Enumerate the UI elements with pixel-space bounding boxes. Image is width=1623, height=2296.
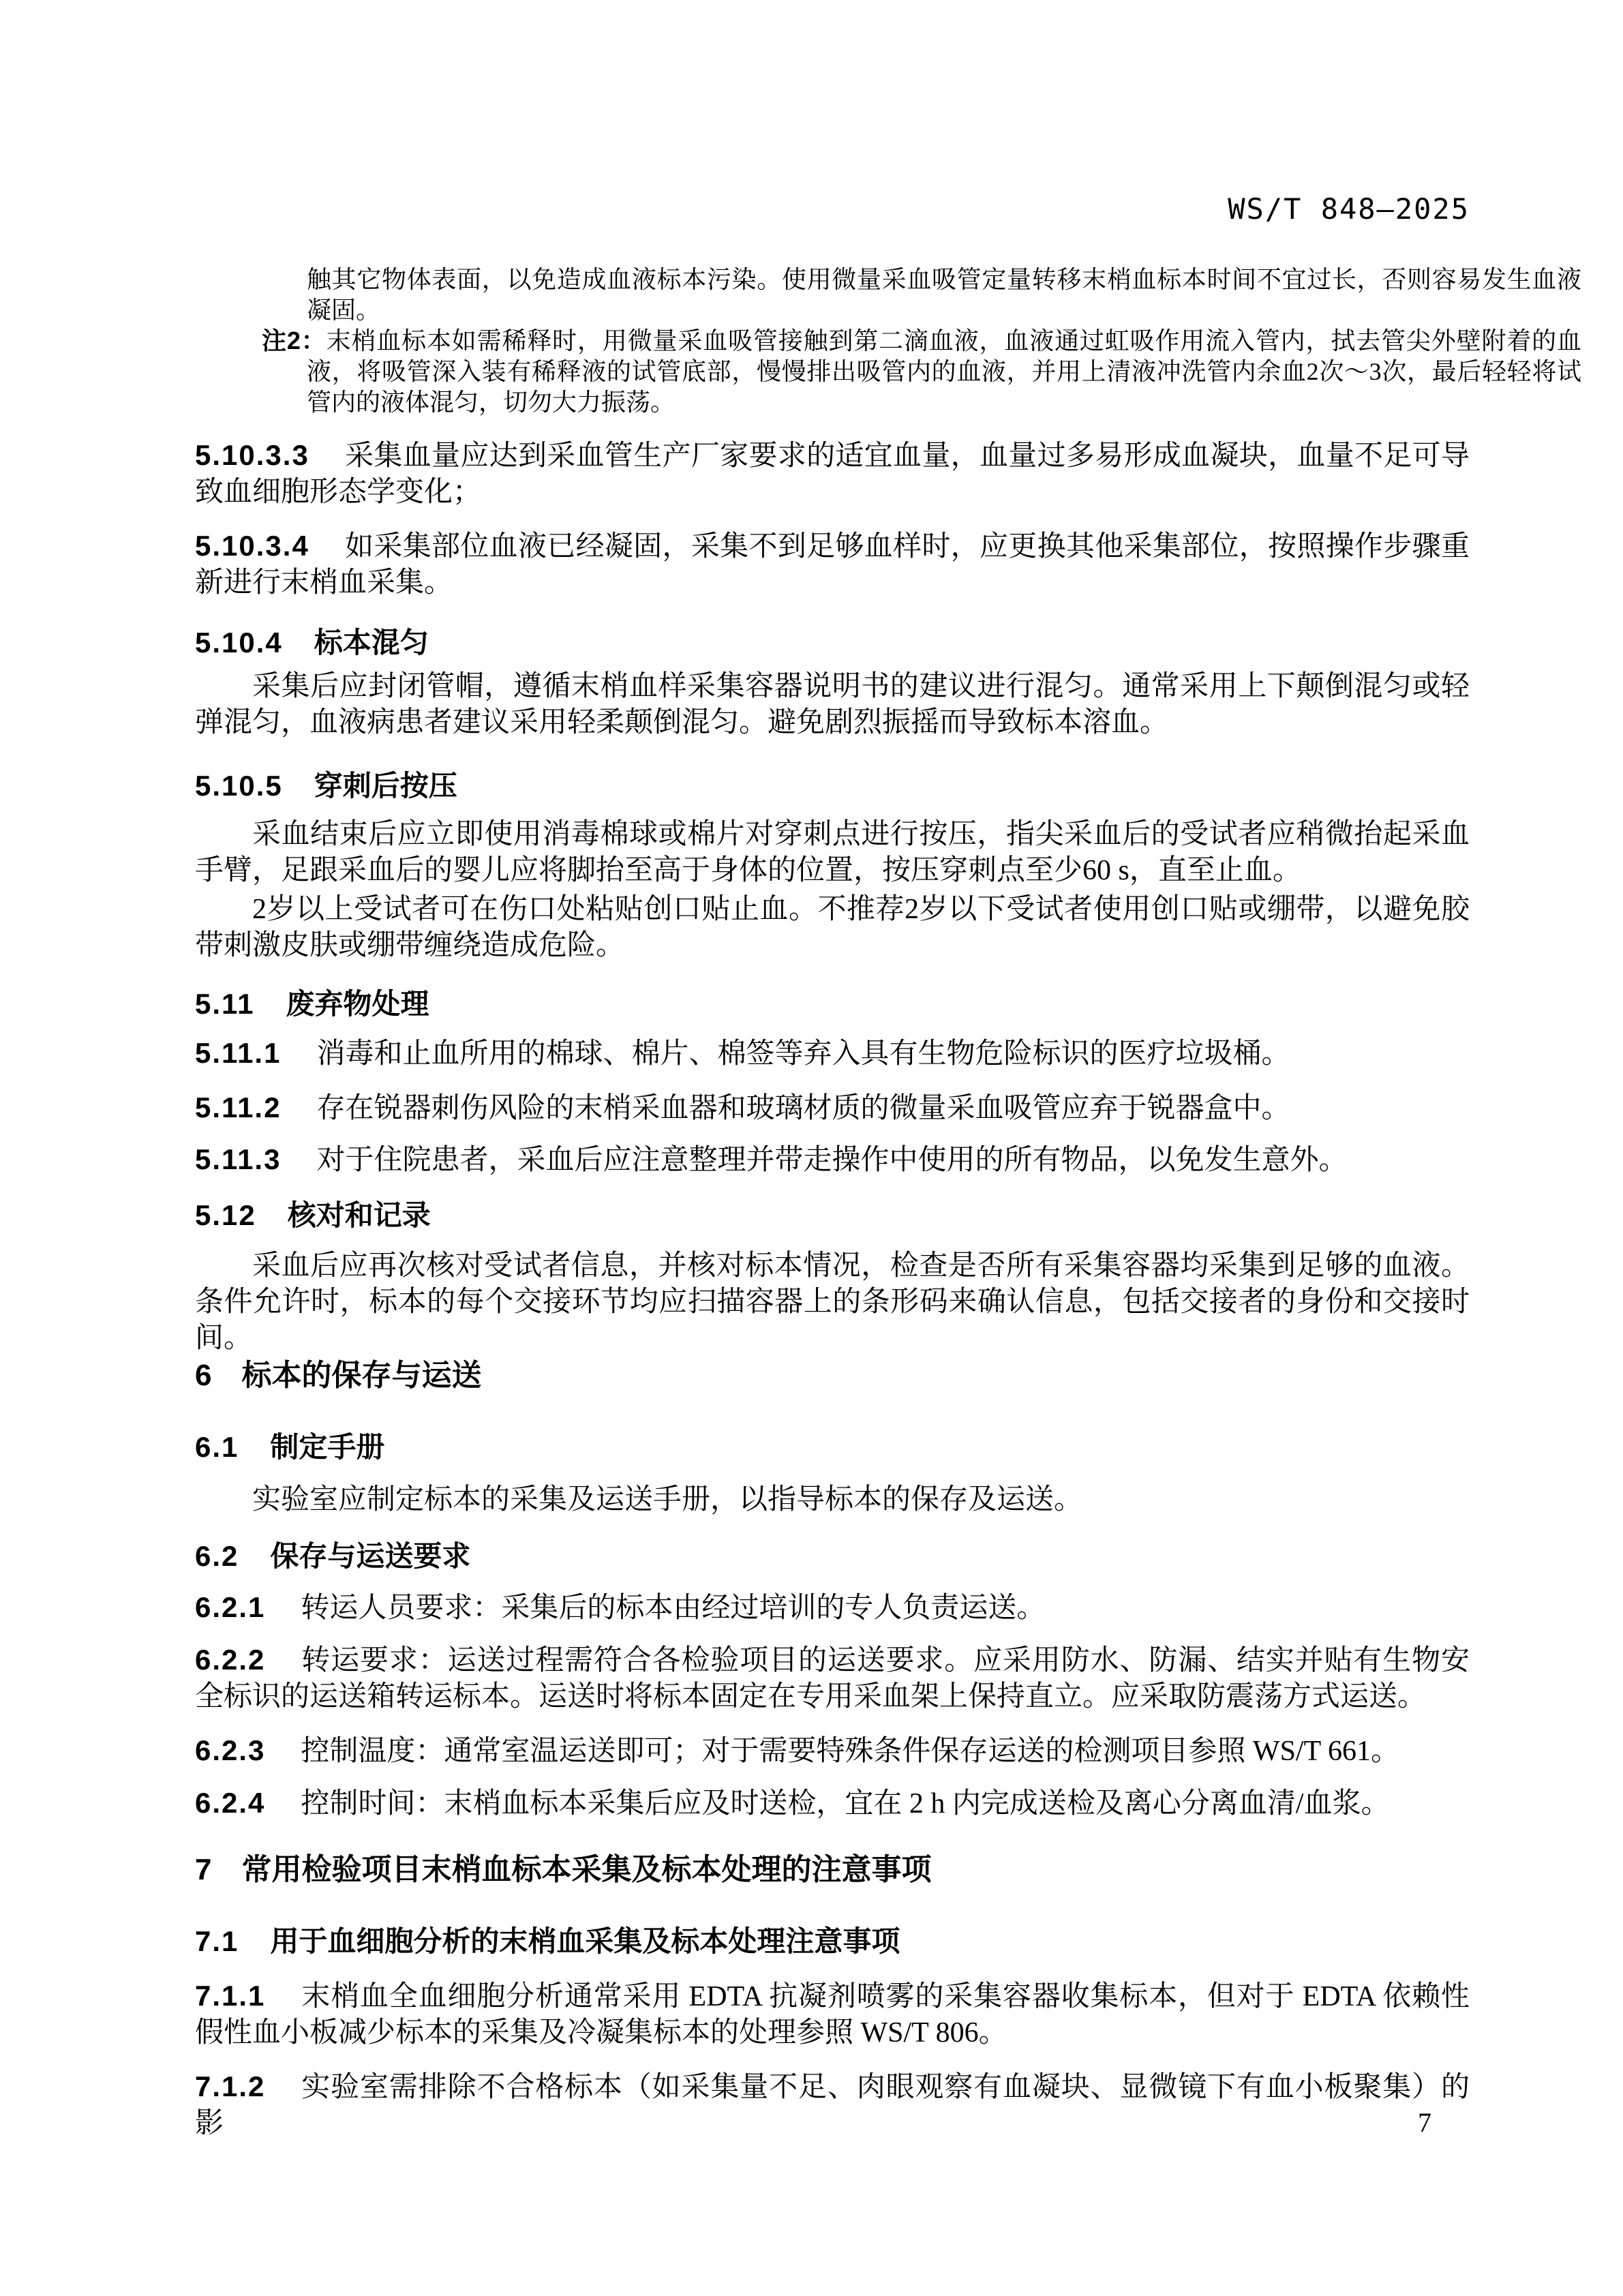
heading-text: 穿刺后按压 xyxy=(314,770,457,802)
standard-code-header: WS/T 848—2025 xyxy=(1228,192,1470,226)
clause-text: 存在锐器刺伤风险的末梢采血器和玻璃材质的微量采血吸管应弃于锐器盒中。 xyxy=(316,1093,1290,1124)
heading-7-1 xyxy=(195,1923,1470,1959)
clause-6-2-3 xyxy=(195,1732,1470,1770)
heading-number: 5.10.5 xyxy=(195,770,283,802)
chapter-number: 7 xyxy=(195,1853,212,1886)
heading-number: 5.12 xyxy=(195,1199,256,1231)
clause-number: 5.10.3.4 xyxy=(195,530,309,562)
note-text: 触其它物体表面，以免造成血液标本污染。使用微量采血吸管定量转移末梢血标本时间不宜过长，否则容易发生血液凝固。 xyxy=(307,266,1581,324)
clause-number: 7.1.2 xyxy=(195,2070,266,2102)
clause-number: 6.2.4 xyxy=(195,1787,266,1819)
clause-5-11-2 xyxy=(195,1089,1470,1127)
paragraph-verify-record: 采血后应再次核对受试者信息，并核对标本情况，检查是否所有采集容器均采集到足够的血液。条件允许时，标本的每个交接环节均应扫描容器上的条形码来确认信息，包括交接者的身份和交接时间。 xyxy=(195,1250,1470,1354)
heading-6-2 xyxy=(195,1538,1470,1574)
clause-7-1-2 xyxy=(195,2068,1470,2142)
heading-text: 保存与运送要求 xyxy=(270,1540,471,1572)
heading-text: 制定手册 xyxy=(270,1431,385,1463)
chapter-number: 6 xyxy=(195,1359,212,1392)
clause-6-2-4 xyxy=(195,1785,1470,1822)
heading-text: 废弃物处理 xyxy=(286,988,429,1020)
clause-text: 转运要求：运送过程需符合各检验项目的运送要求。应采用防水、防漏、结实并贴有生物安全标识的运送箱转运标本。运送时将标本固定在专用采血架上保持直立。应采取防震荡方式运送。 xyxy=(195,1645,1470,1712)
clause-number: 7.1.1 xyxy=(195,1980,266,2012)
heading-5-10-4 xyxy=(195,624,1470,661)
clause-text: 实验室需排除不合格标本（如采集量不足、肉眼观察有血凝块、显微镜下有血小板聚集）的影 xyxy=(195,2072,1470,2139)
heading-number: 6.1 xyxy=(195,1431,239,1463)
heading-number: 6.2 xyxy=(195,1540,239,1572)
clause-5-11-3 xyxy=(195,1141,1470,1179)
heading-5-11 xyxy=(195,986,1470,1022)
clause-text: 采集血量应达到采血管生产厂家要求的适宜血量，血量过多易形成血凝块，血量不足可导致血细胞形态学变化； xyxy=(195,440,1470,508)
heading-5-12 xyxy=(195,1197,1470,1233)
clause-text: 如采集部位血液已经凝固，采集不到足够血样时，应更换其他采集部位，按照操作步骤重新进行末梢血采集。 xyxy=(195,531,1470,599)
clause-6-2-1 xyxy=(195,1589,1470,1627)
chapter-7 xyxy=(195,1851,1470,1889)
paragraph-bandage: 2岁以上受试者可在伤口处粘贴创口贴止血。不推荐2岁以下受试者使用创口贴或绷带，以避免胶带刺激皮肤或绷带缠绕造成危险。 xyxy=(195,894,1470,961)
clause-number: 5.10.3.3 xyxy=(195,439,309,471)
clause-number: 6.2.2 xyxy=(195,1644,266,1676)
clause-5-10-3-3 xyxy=(195,437,1470,511)
heading-number: 5.11 xyxy=(195,988,255,1020)
paragraph-manual: 实验室应制定标本的采集及运送手册，以指导标本的保存及运送。 xyxy=(252,1484,1083,1515)
paragraph-pressing: 采血结束后应立即使用消毒棉球或棉片对穿刺点进行按压，指尖采血后的受试者应稍微抬起采血手臂，足跟采血后的婴儿应将脚抬至高于身体的位置，按压穿刺点至少60 s，直至止血。 xyxy=(195,819,1470,886)
chapter-text: 常用检验项目末梢血标本采集及标本处理的注意事项 xyxy=(241,1853,932,1886)
clause-number: 6.2.3 xyxy=(195,1734,266,1766)
note1-continuation xyxy=(195,265,1581,326)
clause-7-1-1 xyxy=(195,1978,1470,2051)
clause-text: 对于住院患者，采血后应注意整理并带走操作中使用的所有物品，以免发生意外。 xyxy=(316,1145,1348,1176)
clause-6-2-2 xyxy=(195,1642,1470,1715)
clause-number: 5.11.1 xyxy=(195,1037,282,1069)
chapter-text: 标本的保存与运送 xyxy=(241,1359,482,1392)
heading-5-10-5 xyxy=(195,768,1470,804)
clause-text: 转运人员要求：采集后的标本由经过培训的专人负责运送。 xyxy=(301,1592,1046,1624)
clause-number: 6.2.1 xyxy=(195,1591,266,1623)
heading-text: 核对和记录 xyxy=(287,1199,431,1231)
note-label: 注2： xyxy=(262,327,327,354)
clause-5-11-1 xyxy=(195,1035,1470,1072)
clause-number: 5.11.2 xyxy=(195,1091,282,1123)
heading-text: 标本混匀 xyxy=(314,626,429,659)
note2 xyxy=(195,325,1581,418)
clause-5-10-3-4 xyxy=(195,528,1470,601)
heading-number: 5.10.4 xyxy=(195,626,283,659)
chapter-6 xyxy=(195,1357,1470,1395)
clause-text: 控制温度：通常室温运送即可；对于需要特殊条件保存运送的检测项目参照 WS/T 661。 xyxy=(301,1736,1399,1767)
note-text: 末梢血标本如需稀释时，用微量采血吸管接触到第二滴血液，血液通过虹吸作用流入管内，拭去管尖外壁附着的血液，将吸管深入装有稀释液的试管底部，慢慢排出吸管内的血液，并用上清液冲洗管内余血2次～3次，最后轻轻将试管内的液体混匀，切勿大力振荡。 xyxy=(307,327,1581,416)
clause-text: 末梢血全血细胞分析通常采用 EDTA 抗凝剂喷雾的采集容器收集标本，但对于 EDTA 依赖性假性血小板减少标本的采集及冷凝集标本的处理参照 WS/T 806。 xyxy=(195,1981,1470,2049)
clause-text: 消毒和止血所用的棉球、棉片、棉签等弃入具有生物危险标识的医疗垃圾桶。 xyxy=(316,1038,1290,1070)
heading-6-1 xyxy=(195,1429,1470,1465)
clause-number: 5.11.3 xyxy=(195,1143,282,1175)
page-number: 7 xyxy=(1418,2107,1431,2138)
heading-text: 用于血细胞分析的末梢血采集及标本处理注意事项 xyxy=(270,1925,900,1957)
paragraph-mixing: 采集后应封闭管帽，遵循末梢血样采集容器说明书的建议进行混匀。通常采用上下颠倒混匀或轻弹混匀，血液病患者建议采用轻柔颠倒混匀。避免剧烈振摇而导致标本溶血。 xyxy=(195,671,1470,738)
clause-text: 控制时间：末梢血标本采集后应及时送检，宜在 2 h 内完成送检及离心分离血清/血浆。 xyxy=(301,1788,1390,1819)
heading-number: 7.1 xyxy=(195,1925,239,1957)
